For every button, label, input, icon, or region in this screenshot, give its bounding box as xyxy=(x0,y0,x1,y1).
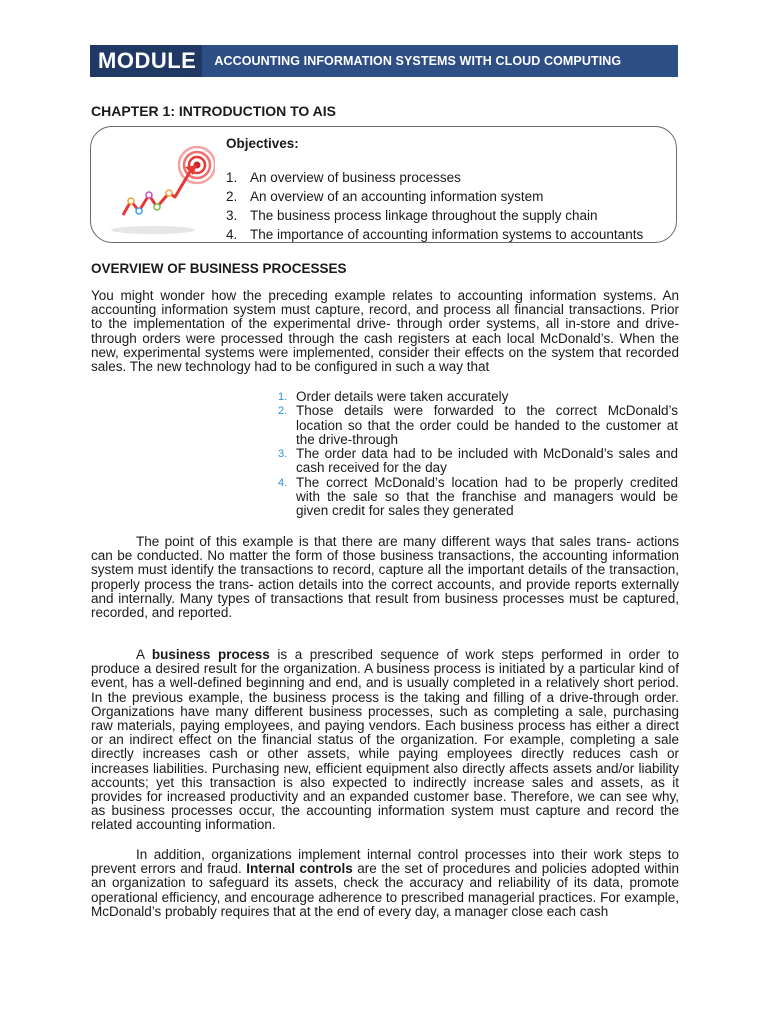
numbered-list-item: 2. Those details were forwarded to the correct McDonald’s location so that the order could be handed to the customer at the drive-through xyxy=(278,403,678,447)
paragraph-internal-controls: In addition, organizations implement internal control processes into their work steps to prevent errors and fraud. Internal controls are the set of procedures and policies adopted within an organization to safeguard its assets, check the accuracy and reliability of its data, promote operational efficiency, and encourage adherence to prescribed managerial practices. For example, McDonald’s probably requires that at the end of every day, a manager close each cash xyxy=(91,847,680,919)
section-heading: OVERVIEW OF BUSINESS PROCESSES xyxy=(91,261,347,276)
objective-item: 3. The business process linkage throughout the supply chain xyxy=(226,208,598,223)
objectives-title: Objectives: xyxy=(226,136,299,151)
growth-chart-target-icon xyxy=(105,137,215,237)
numbered-list xyxy=(278,390,678,519)
module-label: MODULE xyxy=(90,45,202,77)
objectives-list xyxy=(226,168,643,244)
numbered-list-item: 1. Order details were taken accurately xyxy=(278,389,509,404)
objective-item: 1. An overview of business processes xyxy=(226,170,461,185)
numbered-list-item: 3. The order data had to be included with McDonald’s sales and cash received for the day xyxy=(278,446,678,476)
chapter-title: CHAPTER 1: INTRODUCTION TO AIS xyxy=(91,103,337,119)
objective-item: 4. The importance of accounting information systems to accountants xyxy=(226,227,644,242)
paragraph-business-process: A business process is a prescribed sequence of work steps performed in order to produce a desired result for the organization. A business process is initiated by a particular kind of event, has a well-defined beginning and end, and is usually completed in a relatively short period. In the previous example, the business process is the taking and filling of a drive-through order. Organizations have many different business processes, such as completing a sale, purchasing raw materials, paying employees, and paying vendors. Each business process has either a direct or an indirect effect on the financial status of the organization. For example, completing a sale directly increases cash or other assets, while paying employees directly reduces cash or increases liabilities. Purchasing new, efficient equipment also directly affects assets and/or liability accounts; yet this transaction is also expected to indirectly increase sales and assets, as it provides for increased productivity and an expanded customer base. Therefore, we can see why, as business processes occur, the accounting information system must capture and record the related accounting information. xyxy=(91,647,679,833)
paragraph-intro: You might wonder how the preceding example relates to accounting information systems. An accounting information system must capture, record, and process all financial transactions. Prior to the implementation of the experimental drive- through order systems, all in-store and drive-through orders were processed through the cash registers at each local McDonald’s. When the new, experimental systems were implemented, consider their effects on the system that recorded sales. The new technology had to be configured in such a way that xyxy=(91,288,679,375)
objectives-box xyxy=(90,126,677,243)
objective-item: 2. An overview of an accounting information system xyxy=(226,189,544,204)
course-title: ACCOUNTING INFORMATION SYSTEMS WITH CLOUD COMPUTING xyxy=(214,54,622,68)
module-banner xyxy=(90,45,678,77)
numbered-list-item: 4. The correct McDonald’s location had to be properly credited with the sale so that the franchise and managers would be given credit for sales they generated xyxy=(278,474,678,519)
paragraph-transactions: The point of this example is that there are many different ways that sales trans- actions can be conducted. No matter the form of those business transactions, the accounting information system must identify the transactions to record, capture all the important details of the transaction, properly process the trans- action details into the correct accounts, and provide reports externally and internally. Many types of transactions that result from business processes must be captured, recorded, and reported. xyxy=(91,534,679,621)
